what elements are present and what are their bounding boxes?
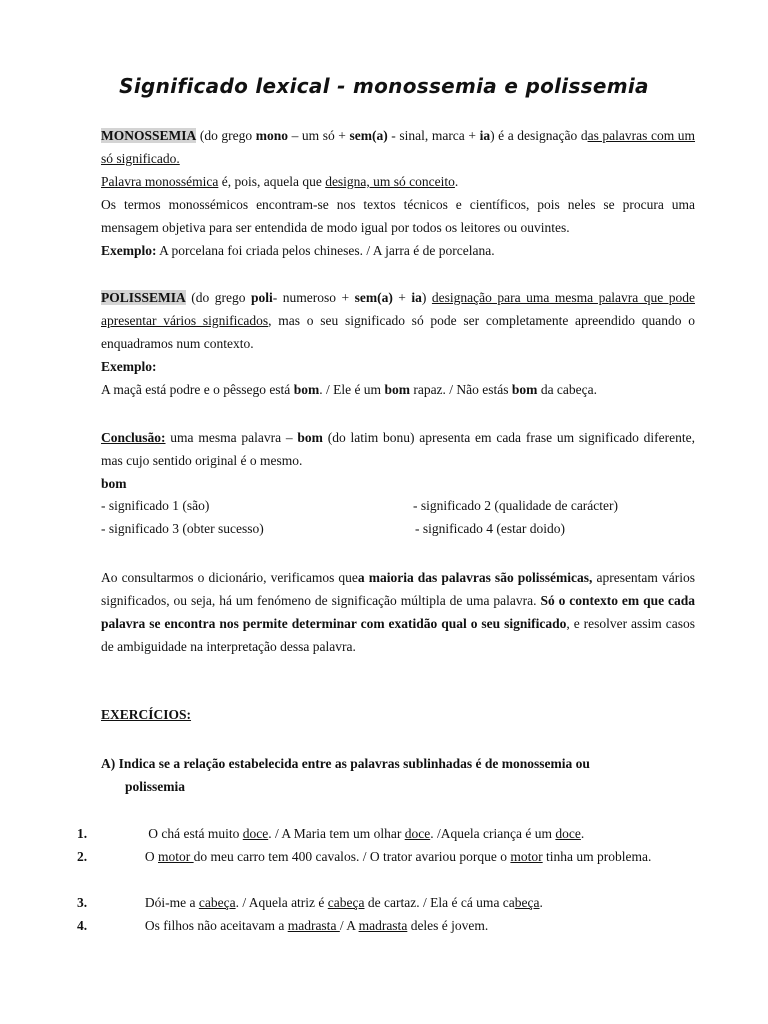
underlined-word: motor (158, 849, 194, 864)
text: + (392, 290, 412, 305)
text: Só o contexto em que cada palavra se encontra nos permite determinar com exatidão qual o seu significado (101, 593, 695, 631)
item-number: 4. (77, 918, 88, 933)
exercise-item-4 (101, 914, 695, 937)
monossemia-term: MONOSSEMIA (101, 128, 197, 143)
text: . / Aquela atriz é (235, 895, 328, 910)
text: deles é jovem. (407, 918, 489, 933)
text: . (454, 174, 459, 189)
text: uma mesma palavra – (165, 430, 298, 445)
underlined-word: cabeça (198, 895, 236, 910)
underlined-word: doce (555, 826, 581, 841)
text: tinha um problema. (542, 849, 652, 864)
item-number: 2. (77, 849, 88, 864)
underlined-word: doce (404, 826, 431, 841)
text: bom (511, 382, 538, 397)
conclusao-label: Conclusão: (101, 430, 166, 445)
text: . / Ele é um (319, 382, 385, 397)
text: . /Aquela criança é um (430, 826, 556, 841)
text: bom (101, 476, 127, 491)
task-a (101, 752, 695, 798)
text: O chá está muito (101, 826, 243, 841)
dicionario-paragraph (101, 566, 695, 658)
text: poli (250, 290, 273, 305)
monossemia-definition (101, 124, 695, 170)
text: ) é a designação d (490, 128, 588, 143)
text: rapaz. / Não estás (409, 382, 512, 397)
page-title: Significado lexical - monossemia e polissemia (119, 74, 649, 98)
underlined-word: doce (242, 826, 269, 841)
underlined-word: madrasta (287, 918, 340, 933)
meaning-3: - significado 3 (obter sucesso) (101, 521, 264, 536)
polissemia-example-label (101, 355, 695, 378)
text: bom (384, 382, 410, 397)
underlined-text: designa, um só conceito (325, 174, 455, 189)
task-line-2 (101, 775, 695, 798)
text: Ao consultarmos o dicionário, verificamos que (101, 570, 358, 585)
text: / A (339, 918, 359, 933)
text: sem(a) (354, 290, 393, 305)
text: - sinal, marca + (387, 128, 480, 143)
item-number: 1. (77, 826, 88, 841)
text: bom (293, 382, 320, 397)
text: ia (411, 290, 422, 305)
text: mono (255, 128, 288, 143)
text: A maçã está podre e o pêssego está (101, 382, 294, 397)
text: - numeroso + (272, 290, 355, 305)
underlined-text: designação para uma mesma palavra que pode apresentar vários significados (101, 290, 695, 328)
text: . / A Maria tem um olhar (268, 826, 405, 841)
text: (do grego (185, 290, 251, 305)
text: . (580, 826, 585, 841)
meaning-4: - significado 4 (estar doido) (415, 521, 565, 536)
exercise-item-1 (101, 822, 695, 845)
underlined-word: beça (514, 895, 540, 910)
item-number: 3. (77, 895, 88, 910)
underlined-word: cabeça (327, 895, 365, 910)
text: – um só + (288, 128, 350, 143)
task-line-1: A) Indica se a relação estabelecida entre as palavras sublinhadas é de monossemia ou (101, 756, 590, 771)
exercise-item-2 (101, 845, 695, 868)
exercicios-heading (101, 707, 191, 723)
text: sem(a) (349, 128, 388, 143)
monossemia-line2 (101, 170, 695, 193)
text: (do latim bonu) apresenta em cada frase um significado diferente, mas cujo sentido original é o mesmo. (101, 430, 695, 468)
text: (do grego (196, 128, 256, 143)
exercise-item-3 (101, 891, 695, 914)
text: O (101, 849, 158, 864)
text: , mas o seu significado só pode ser completamente apreendido quando o enquadramos num contexto. (101, 313, 695, 351)
text: , e resolver assim casos de ambiguidade na interpretação dessa palavra. (101, 616, 695, 654)
text: do meu carro tem 400 cavalos. / O trator avariou porque o (193, 849, 511, 864)
text: Dói-me a (101, 895, 199, 910)
text: ) (421, 290, 432, 305)
text: Os filhos não aceitavam a (101, 918, 288, 933)
underlined-text: Palavra monossémica (101, 174, 219, 189)
monossemia-example (101, 239, 695, 262)
text: ia (479, 128, 491, 143)
text: é, pois, aquela que (218, 174, 326, 189)
conclusao-paragraph (101, 426, 695, 472)
bom-heading (101, 472, 695, 495)
text: de cartaz. / Ela é cá uma ca (364, 895, 515, 910)
polissemia-example (101, 378, 695, 401)
text: a maioria das palavras são polissémicas, (357, 570, 593, 585)
underlined-word: madrasta (358, 918, 408, 933)
text: . (539, 895, 543, 910)
underlined-word: motor (510, 849, 543, 864)
meaning-2: - significado 2 (qualidade de carácter) (413, 498, 619, 513)
monossemia-line3: Os termos monossémicos encontram-se nos textos técnicos e científicos, pois neles se procura uma mensagem objetiva para ser entendida de modo igual por todos os leitores ou ouvintes. (101, 197, 695, 235)
example-label: Exemplo: (101, 359, 157, 374)
text: A porcelana foi criada pelos chineses. / A jarra é de porcelana. (156, 243, 495, 258)
underlined-text: as palavras com um só significado. (101, 128, 696, 166)
text: da cabeça. (537, 382, 598, 397)
example-label: Exemplo: (101, 243, 157, 258)
text: EXERCÍCIOS: (101, 707, 192, 722)
polissemia-term: POLISSEMIA (101, 290, 186, 305)
text: apresentam vários significados, ou seja, há um fenómeno de significação múltipla de uma palavra. (101, 570, 695, 608)
polissemia-definition (101, 286, 695, 355)
text: bom (297, 430, 323, 445)
meaning-1: - significado 1 (são) (101, 498, 210, 513)
text: polissemia (125, 779, 186, 794)
